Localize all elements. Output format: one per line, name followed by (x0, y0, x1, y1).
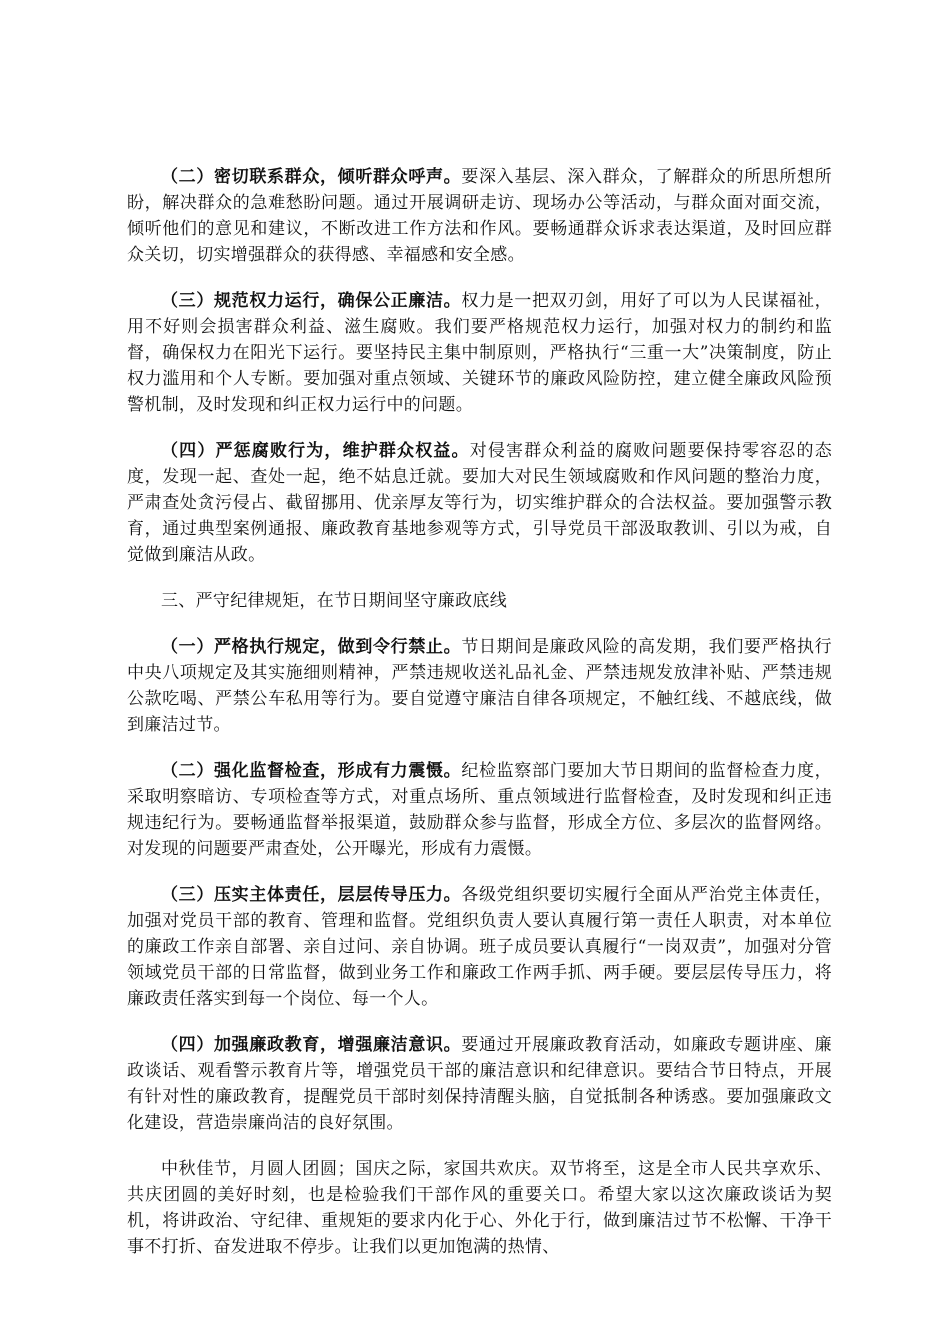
paragraph-text: 纪检监察部门要加大节日期间的监督检查力度，采取明察暗访、专项检查等方式，对重点场所、重点领域进行监督检查，及时发现和纠正违规违纪行为。要畅通监督举报渠道，鼓励群众参与监督，形成全方位、多层次的监督网络。对发现的问题要严肃查处，公开曝光，形成有力震慑。 (127, 761, 832, 859)
paragraph-text: 各级党组织要切实履行全面从严治党主体责任，加强对党员干部的教育、管理和监督。党组织负责人要认真履行第一责任人职责，对本单位的廉政工作亲自部署、亲自过问、亲自协调。班子成员要认真履行“一岗双责”，加强对分管领域党员干部的日常监督，做到业务工作和廉政工作两手抓、两手硬。要层层传导压力，将廉政责任落实到每一个岗位、每一个人。 (127, 885, 832, 1009)
paragraph-2-4 (127, 438, 832, 568)
paragraph-3-3 (127, 882, 832, 1012)
paragraph-text: 节日期间是廉政风险的高发期，我们要严格执行中央八项规定及其实施细则精神，严禁违规收送礼品礼金、严禁违规发放津补贴、严禁违规公款吃喝、严禁公车私用等行为。要自觉遵守廉洁自律各项规定，不触红线、不越底线，做到廉洁过节。 (127, 637, 832, 735)
paragraph-2-2 (127, 164, 832, 268)
paragraph-3-4 (127, 1032, 832, 1136)
paragraph-lead: （四）加强廉政教育，增强廉洁意识。 (161, 1035, 462, 1055)
paragraph-lead: （二）强化监督检查，形成有力震慑。 (161, 761, 462, 781)
document-body (127, 164, 832, 1280)
paragraph-text: 要深入基层、深入群众，了解群众的所思所想所盼，解决群众的急难愁盼问题。通过开展调研走访、现场办公等活动，与群众面对面交流，倾听他们的意见和建议，不断改进工作方法和作风。要畅通群众诉求表达渠道，及时回应群众关切，切实增强群众的获得感、幸福感和安全感。 (127, 167, 832, 265)
paragraph-lead: （四）严惩腐败行为，维护群众权益。 (161, 441, 470, 461)
paragraph-lead: （三）规范权力运行，确保公正廉洁。 (161, 291, 462, 311)
paragraph-3-1 (127, 634, 832, 738)
paragraph-text: 权力是一把双刃剑，用好了可以为人民谋福祉，用不好则会损害群众利益、滋生腐败。我们要严格规范权力运行，加强对权力的制约和监督，确保权力在阳光下运行。要坚持民主集中制原则，严格执行“三重一大”决策制度，防止权力滥用和个人专断。要加强对重点领域、关键环节的廉政风险防控，建立健全廉政风险预警机制，及时发现和纠正权力运行中的问题。 (127, 291, 832, 415)
paragraph-lead: （一）严格执行规定，做到令行禁止。 (161, 637, 462, 657)
paragraph-text: 要通过开展廉政教育活动，如廉政专题讲座、廉政谈话、观看警示教育片等，增强党员干部的廉洁意识和纪律意识。要结合节日特点，开展有针对性的廉政教育，提醒党员干部时刻保持清醒头脑，自觉抵制各种诱惑。要加强廉政文化建设，营造崇廉尚洁的良好氛围。 (127, 1035, 832, 1133)
paragraph-text: 对侵害群众利益的腐败问题要保持零容忍的态度，发现一起、查处一起，绝不姑息迁就。要加大对民生领域腐败和作风问题的整治力度，严肃查处贪污侵占、截留挪用、优亲厚友等行为，切实维护群众的合法权益。要加强警示教育，通过典型案例通报、廉政教育基地参观等方式，引导党员干部汲取教训、引以为戒，自觉做到廉洁从政。 (127, 441, 832, 565)
section-heading-3: 三、严守纪律规矩，在节日期间坚守廉政底线 (161, 591, 507, 611)
paragraph-lead: （二）密切联系群众，倾听群众呼声。 (161, 167, 462, 187)
paragraph-lead: （三）压实主体责任，层层传导压力。 (161, 885, 462, 905)
paragraph-2-3 (127, 288, 832, 418)
paragraph-3-2 (127, 758, 832, 862)
closing-paragraph: 中秋佳节，月圆人团圆；国庆之际，家国共欢庆。双节将至，这是全市人民共享欢乐、共庆团圆的美好时刻，也是检验我们干部作风的重要关口。希望大家以这次廉政谈话为契机，将讲政治、守纪律、重规矩的要求内化于心、外化于行，做到廉洁过节不松懈、干净干事不打折、奋发进取不停步。让我们以更加饱满的热情、 (127, 1159, 832, 1257)
